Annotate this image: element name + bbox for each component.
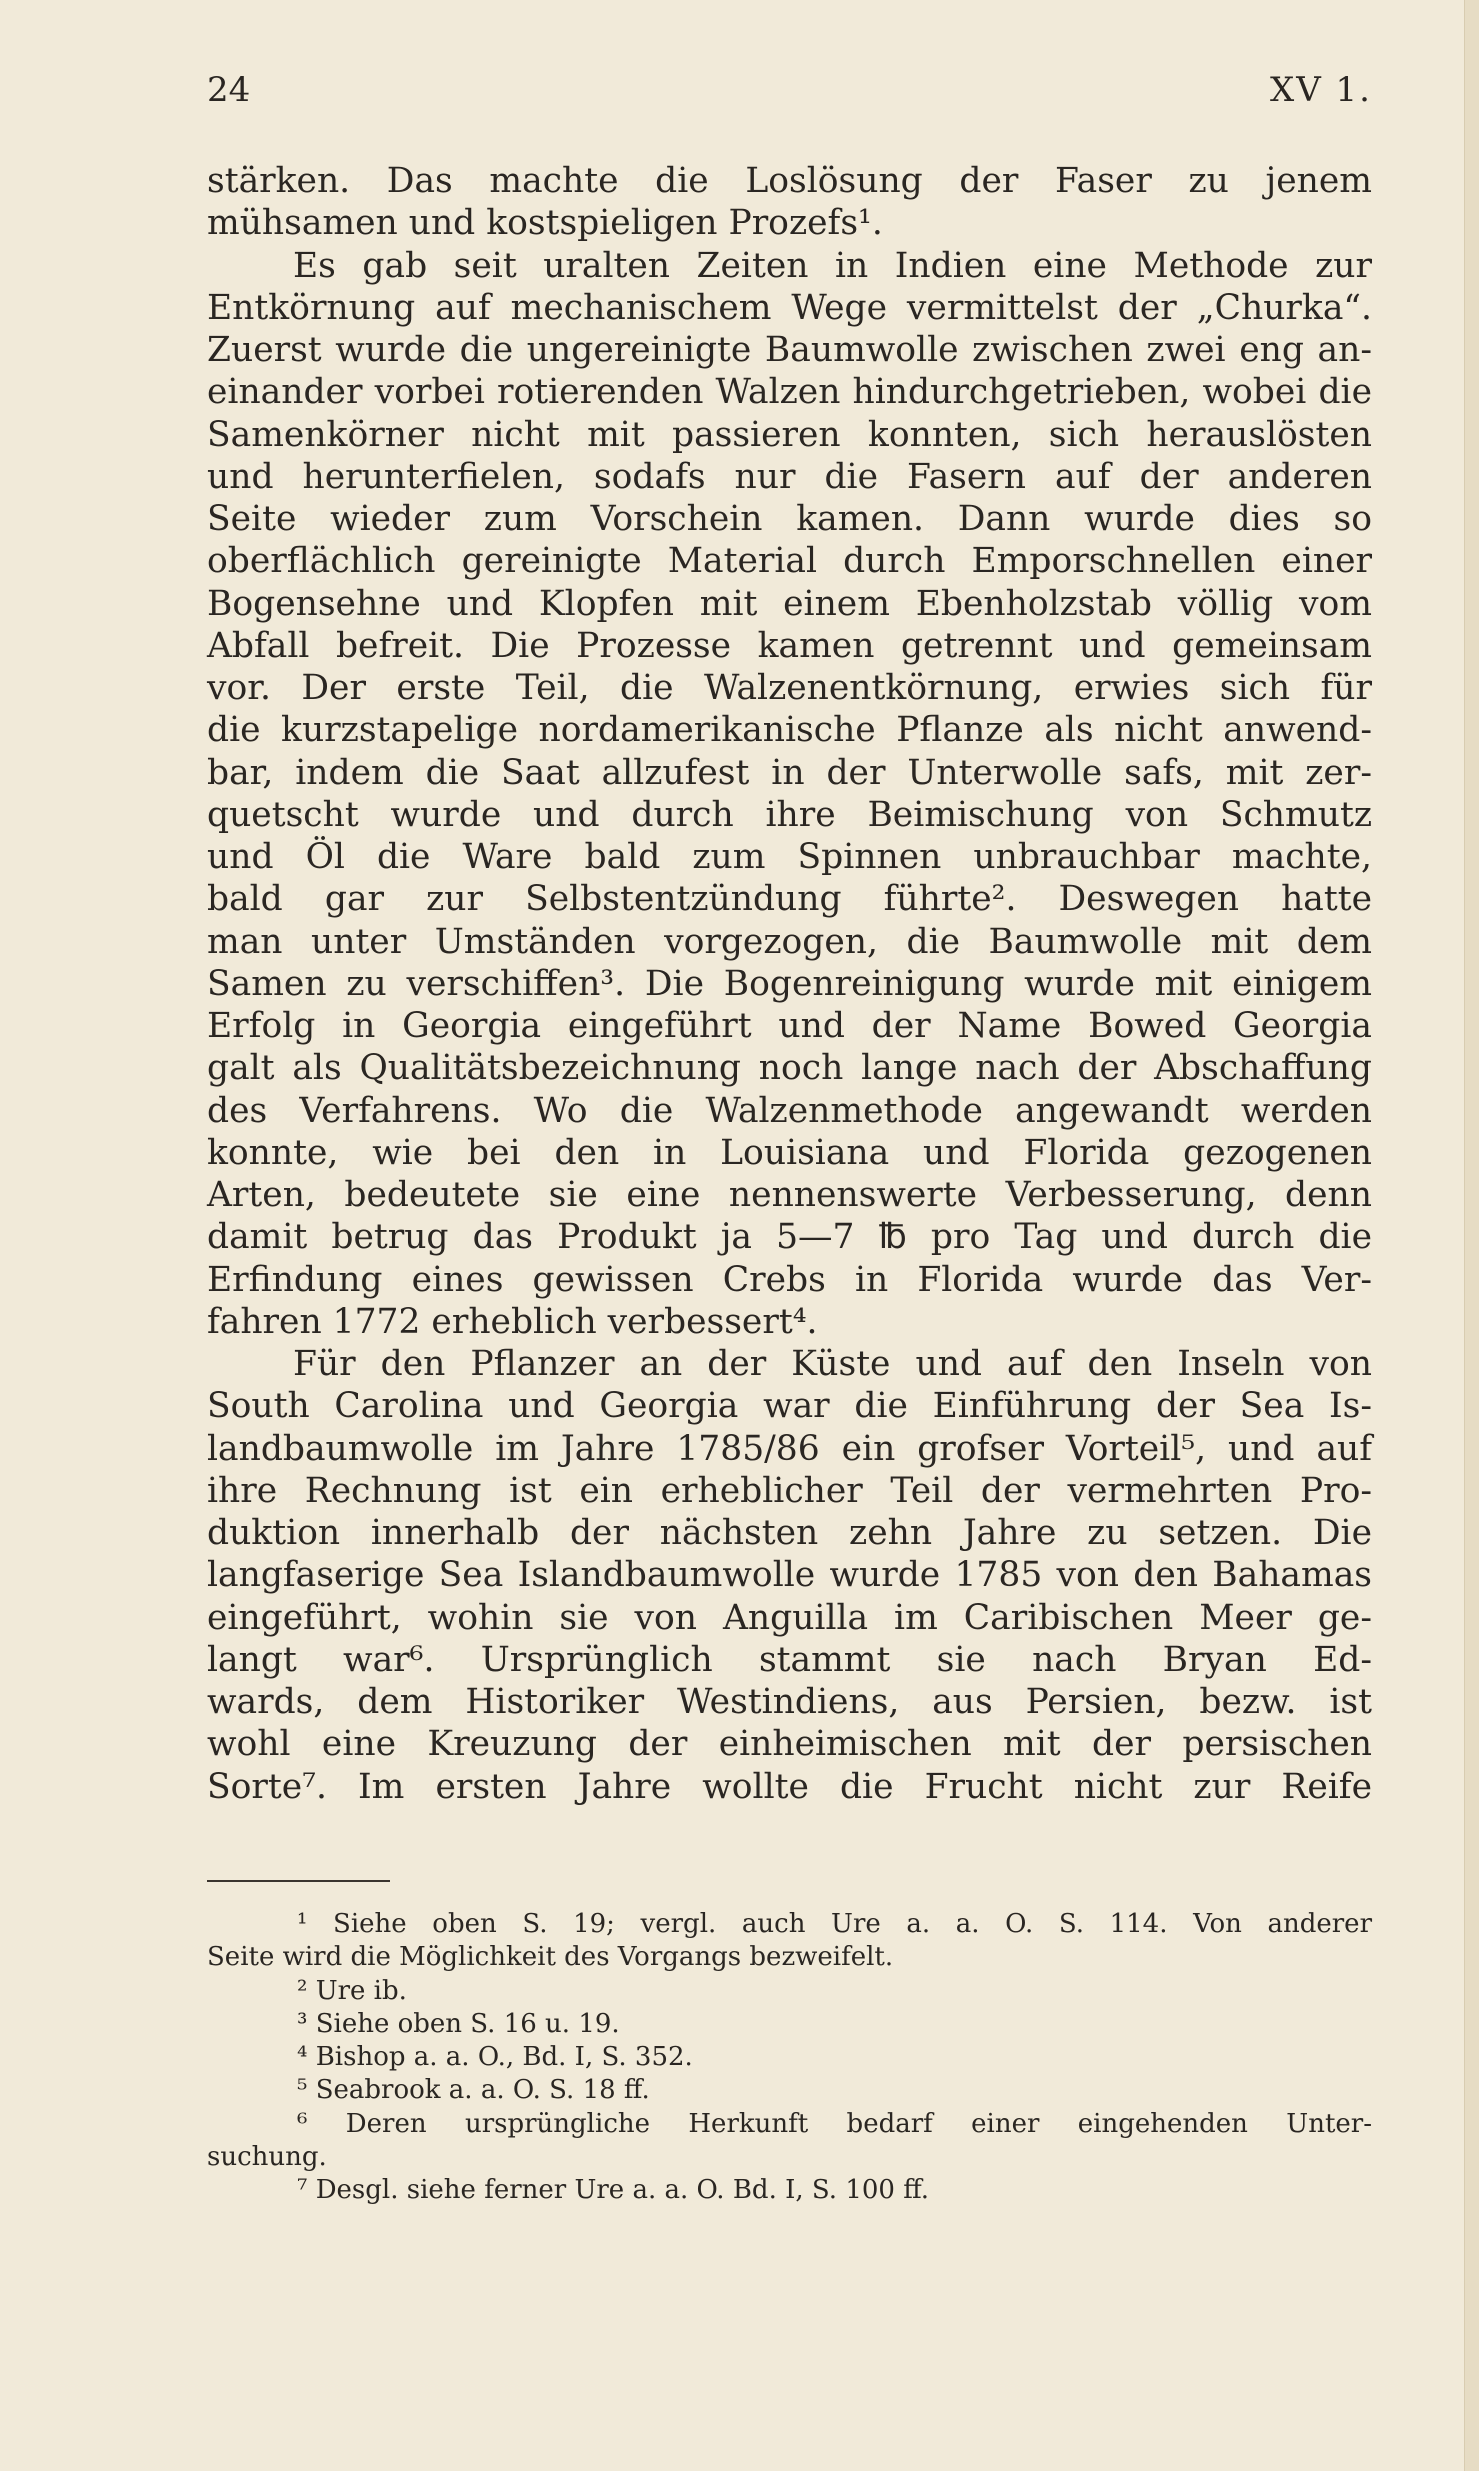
body-line: konnte, wie bei den in Louisiana und Florida gezogenen [207,1132,1372,1173]
body-line: duktion innerhalb der nächsten zehn Jahre zu setzen. Die [207,1513,1372,1553]
body-line: Zuerst wurde die ungereinigte Baumwolle zwischen zwei eng an- [207,330,1372,370]
body-line: des Verfahrens. Wo die Walzenmethode angewandt werden [207,1090,1372,1131]
footnote-line: ⁴ Bishop a. a. O., Bd. I, S. 352. [297,2042,693,2073]
running-header [207,70,1372,120]
footnote-rule [207,1880,390,1882]
body-line: und Öl die Ware bald zum Spinnen unbrauchbar machte, [207,837,1372,877]
body-line: ihre Rechnung ist ein erheblicher Teil der vermehrten Pro- [207,1470,1372,1511]
body-line: einander vorbei rotierenden Walzen hindurchgetrieben, wobei die [207,372,1372,413]
footnote-line: suchung. [207,2142,327,2173]
body-line: Sorte⁷. Im ersten Jahre wollte die Frucht nicht zur Reife [207,1766,1372,1807]
body-line: Für den Pflanzer an der Küste und auf den Inseln von [293,1344,1372,1384]
footnote-line: ³ Siehe oben S. 16 u. 19. [297,2008,620,2039]
body-line: Arten, bedeutete sie eine nennenswerte Verbesserung, denn [207,1175,1372,1215]
body-line: mühsamen und kostspieligen Prozefs¹. [207,203,883,244]
footnote-line: ¹ Siehe oben S. 19; vergl. auch Ure a. a. O. S. 114. Von anderer [297,1909,1372,1939]
footnote-line: Seite wird die Möglichkeit des Vorgangs bezweifelt. [207,1942,894,1973]
body-line: quetscht wurde und durch ihre Beimischung von Schmutz [207,794,1372,835]
body-line: oberflächlich gereinigte Material durch Emporschnellen einer [207,541,1372,582]
body-line: Es gab seit uralten Zeiten in Indien eine Methode zur [293,245,1372,286]
body-text [207,160,1372,1808]
body-line: vor. Der erste Teil, die Walzenentkörnung, erwies sich für [207,668,1372,708]
body-line: fahren 1772 erheblich verbessert⁴. [207,1301,818,1342]
body-line: landbaumwolle im Jahre 1785/86 ein grofser Vorteil⁵, und auf [207,1428,1372,1469]
page-number: 24 [207,70,251,110]
body-line: South Carolina und Georgia war die Einführung der Sea Is- [207,1386,1372,1427]
body-line: man unter Umständen vorgezogen, die Baumwolle mit dem [207,921,1372,962]
chapter-signature: XV 1. [1269,70,1372,110]
footnote-line: ⁷ Desgl. siehe ferner Ure a. a. O. Bd. I, S. 100 ff. [297,2175,930,2206]
body-line: Entkörnung auf mechanischem Wege vermittelst der „Churka“. [207,287,1372,328]
body-line: Samenkörner nicht mit passieren konnten, sich herauslösten [207,414,1372,455]
body-line: Abfall befreit. Die Prozesse kamen getrennt und gemeinsam [207,625,1372,666]
body-line: eingeführt, wohin sie von Anguilla im Caribischen Meer ge- [207,1597,1372,1638]
body-line: bar, indem die Saat allzufest in der Unterwolle safs, mit zer- [207,752,1372,793]
body-line: galt als Qualitätsbezeichnung noch lange nach der Abschaffung [207,1048,1372,1089]
body-line: bald gar zur Selbstentzündung führte². Deswegen hatte [207,879,1372,920]
page-edge [1464,0,1479,2471]
body-line: Erfolg in Georgia eingeführt und der Name Bowed Georgia [207,1006,1372,1046]
footnote-line: ⁶ Deren ursprüngliche Herkunft bedarf einer eingehenden Unter- [297,2108,1372,2139]
body-line: und herunterfielen, sodafs nur die Fasern auf der anderen [207,456,1372,497]
body-line: wohl eine Kreuzung der einheimischen mit der persischen [207,1724,1372,1765]
body-line: Seite wieder zum Vorschein kamen. Dann wurde dies so [207,499,1372,539]
body-line: stärken. Das machte die Loslösung der Faser zu jenem [207,161,1372,201]
body-line: damit betrug das Produkt ja 5—7 ℔ pro Tag und durch die [207,1217,1372,1258]
body-line: Erfindung eines gewissen Crebs in Florida wurde das Ver- [207,1259,1372,1300]
body-line: die kurzstapelige nordamerikanische Pflanze als nicht anwend- [207,710,1372,751]
footnote-line: ⁵ Seabrook a. a. O. S. 18 ff. [297,2075,650,2106]
body-line: Samen zu verschiffen³. Die Bogenreinigung wurde mit einigem [207,963,1372,1004]
body-line: langt war⁶. Ursprünglich stammt sie nach Bryan Ed- [207,1639,1372,1680]
body-line: wards, dem Historiker Westindiens, aus Persien, bezw. ist [207,1682,1372,1722]
body-line: langfaserige Sea Islandbaumwolle wurde 1785 von den Bahamas [207,1555,1372,1596]
footnotes [207,1908,1372,2208]
body-line: Bogensehne und Klopfen mit einem Ebenholzstab völlig vom [207,583,1372,624]
footnote-line: ² Ure ib. [297,1975,407,2006]
